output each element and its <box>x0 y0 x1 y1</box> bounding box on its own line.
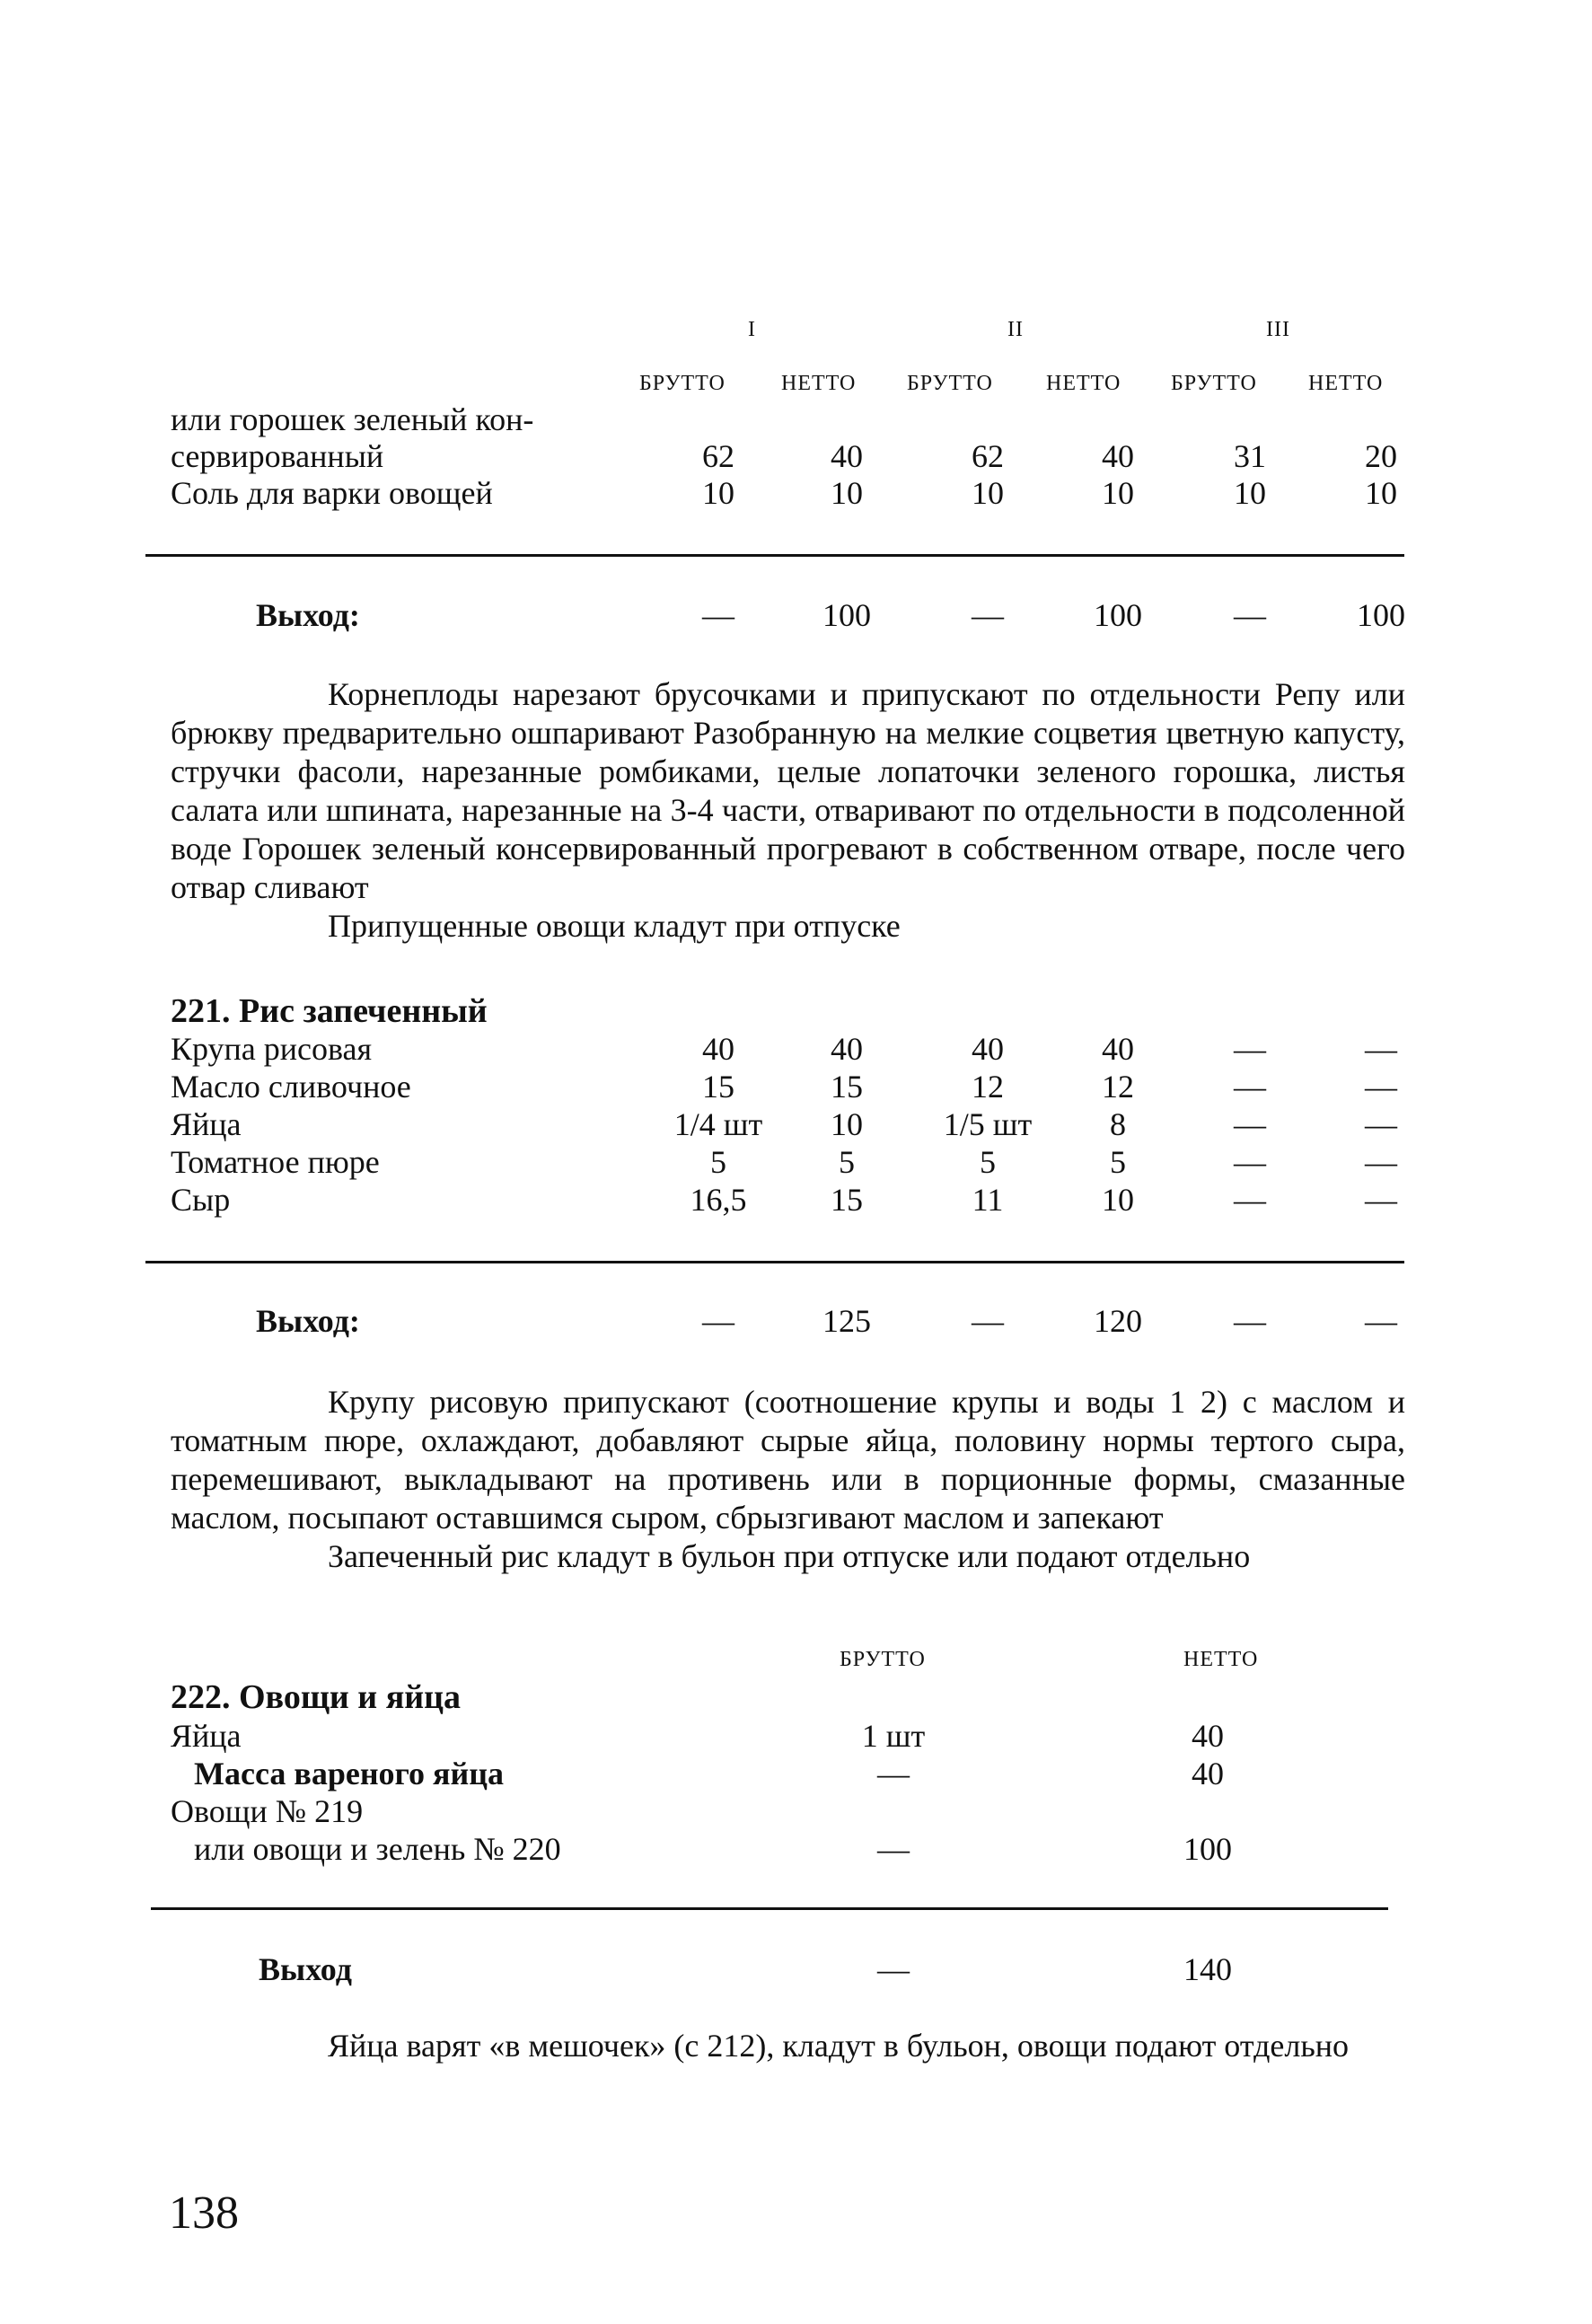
row-label: Яйца <box>171 1106 242 1142</box>
col-head-netto-3: НЕТТО <box>1308 372 1384 395</box>
table-rule <box>145 554 1404 557</box>
cell: 20 <box>1365 438 1397 474</box>
cell: 15 <box>831 1182 863 1218</box>
col-head-brutto-1: БРУТТО <box>639 372 726 395</box>
recipe-title: 221. Рис запеченный <box>171 992 488 1030</box>
group-header-1: I <box>748 318 756 341</box>
cell: 5 <box>710 1144 726 1180</box>
cell: — <box>1365 1031 1397 1067</box>
cell: 40 <box>972 1031 1004 1067</box>
yield-label: Выход <box>259 1951 352 1987</box>
table-rule <box>145 1261 1404 1263</box>
cell: 31 <box>1234 438 1266 474</box>
cell: 10 <box>702 475 734 511</box>
row-label: сервированный <box>171 438 384 474</box>
paragraph-text: Крупу рисовую припускают (соотношение крупы и воды 1 2) с маслом и томатным пюре, охлаждают, добавляют сырые яйца, половину нормы тертого сыра, перемешивают, выкладывают на противень или в порционные формы, смазанные маслом, посыпают оставшимся сыром, сбрызгивают маслом и запекают <box>171 1384 1405 1536</box>
cell: — <box>1365 1106 1397 1142</box>
paragraph-text: Припущенные овощи кладут при отпуске <box>328 908 901 944</box>
cell: 5 <box>1110 1144 1126 1180</box>
instructions-paragraph-1 <box>171 675 1405 946</box>
cell: 1 шт <box>861 1718 926 1754</box>
cell: — <box>1234 1144 1266 1180</box>
cell: 10 <box>831 475 863 511</box>
yield-cell: — <box>702 597 734 633</box>
cell: — <box>1365 1182 1397 1218</box>
cell: — <box>1234 1182 1266 1218</box>
cell: 62 <box>702 438 734 474</box>
cell: 11 <box>972 1182 1004 1218</box>
yield-cell: — <box>972 1303 1004 1339</box>
cell: 40 <box>831 438 863 474</box>
cell: 16,5 <box>690 1182 747 1218</box>
yield-cell: 120 <box>1094 1303 1142 1339</box>
yield-cell: — <box>877 1951 910 1987</box>
cell: 5 <box>839 1144 855 1180</box>
cell: — <box>1234 1069 1266 1105</box>
row-label: Сыр <box>171 1182 231 1218</box>
cell: 40 <box>831 1031 863 1067</box>
cell: 15 <box>831 1069 863 1105</box>
col-head-brutto-2: БРУТТО <box>907 372 993 395</box>
cell: 15 <box>702 1069 734 1105</box>
row-label: Соль для варки овощей <box>171 475 493 511</box>
cell: — <box>1365 1144 1397 1180</box>
cell: 40 <box>1102 1031 1134 1067</box>
col-head-netto-2: НЕТТО <box>1046 372 1121 395</box>
yield-cell: — <box>1234 597 1266 633</box>
yield-cell: 125 <box>822 1303 871 1339</box>
cell: 40 <box>1192 1718 1224 1754</box>
cell: 12 <box>1102 1069 1134 1105</box>
instructions-paragraph-2 <box>171 1383 1405 1576</box>
col-head-brutto: БРУТТО <box>840 1648 926 1671</box>
cell: 10 <box>1102 1182 1134 1218</box>
page-number: 138 <box>169 2188 239 2239</box>
row-label: Масса вареного яйца <box>194 1756 504 1791</box>
yield-cell: 100 <box>822 597 871 633</box>
cell: — <box>1365 1069 1397 1105</box>
row-label: Овощи № 219 <box>171 1793 364 1829</box>
yield-cell: 140 <box>1183 1951 1232 1987</box>
yield-cell: — <box>1234 1303 1266 1339</box>
group-header-2: II <box>1007 318 1024 341</box>
row-label: или горошек зеленый кон- <box>171 401 534 437</box>
yield-cell: — <box>1365 1303 1397 1339</box>
col-head-brutto-3: БРУТТО <box>1171 372 1257 395</box>
group-header-3: III <box>1266 318 1290 341</box>
cell: 10 <box>831 1106 863 1142</box>
paragraph-text: Запеченный рис кладут в бульон при отпуске или подают отдельно <box>328 1538 1251 1574</box>
cell: 1/4 шт <box>673 1106 763 1142</box>
yield-cell: 100 <box>1357 597 1405 633</box>
paragraph-text: Яйца варят «в мешочек» (с 212), кладут в бульон, овощи подают отдельно <box>328 2028 1350 2064</box>
row-label: Крупа рисовая <box>171 1031 373 1067</box>
instructions-paragraph-3 <box>171 2027 1387 2065</box>
col-head-netto-1: НЕТТО <box>781 372 857 395</box>
row-label: Яйца <box>171 1718 242 1754</box>
cell: 62 <box>972 438 1004 474</box>
row-label: Масло сливочное <box>171 1069 411 1105</box>
cell: — <box>877 1756 910 1791</box>
recipe-title: 222. Овощи и яйца <box>171 1678 462 1716</box>
cell: 1/5 шт <box>943 1106 1033 1142</box>
cell: 10 <box>972 475 1004 511</box>
yield-label: Выход: <box>256 1303 360 1339</box>
cell: 40 <box>1102 438 1134 474</box>
cell: 10 <box>1365 475 1397 511</box>
yield-cell: — <box>702 1303 734 1339</box>
row-label: или овощи и зелень № 220 <box>194 1831 561 1867</box>
yield-cell: — <box>972 597 1004 633</box>
cell: 10 <box>1102 475 1134 511</box>
cell: 40 <box>1192 1756 1224 1791</box>
cell: 8 <box>1110 1106 1126 1142</box>
yield-cell: 100 <box>1094 597 1142 633</box>
col-head-netto: НЕТТО <box>1183 1648 1259 1671</box>
cell: 12 <box>972 1069 1004 1105</box>
cell: 10 <box>1234 475 1266 511</box>
cell: — <box>1234 1106 1266 1142</box>
cell: 5 <box>980 1144 996 1180</box>
cell: 100 <box>1183 1831 1232 1867</box>
cell: — <box>1234 1031 1266 1067</box>
cell: 40 <box>702 1031 734 1067</box>
paragraph-text: Корнеплоды нарезают брусочками и припускают по отдельности Репу или брюкву предварительно ошпаривают Разобранную на мелкие соцветия цветную капусту, стручки фасоли, нарезанные ромбиками, целые лопаточки зеленого горошка, листья салата или шпината, нарезанные на 3-4 части, отваривают по отдельности в подсоленной воде Горошек зеленый консервированный прогревают в собственном отваре, после чего отвар сливают <box>171 676 1405 905</box>
table-rule <box>151 1907 1388 1910</box>
row-label: Томатное пюре <box>171 1144 380 1180</box>
cell: — <box>877 1831 910 1867</box>
yield-label: Выход: <box>256 597 360 633</box>
